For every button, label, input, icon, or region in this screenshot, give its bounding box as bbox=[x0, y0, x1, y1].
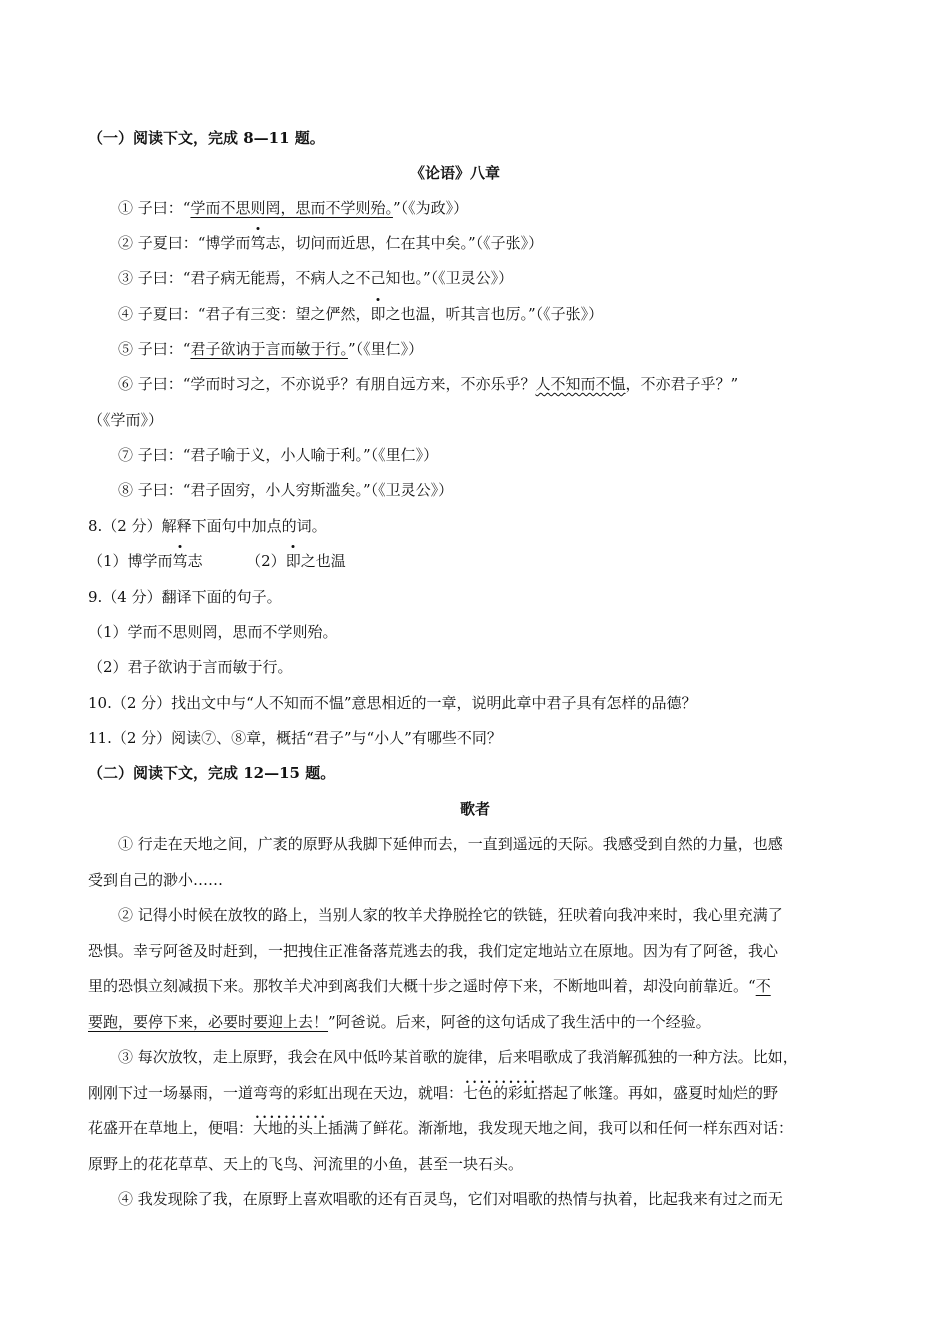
underlined-sentence: 不 bbox=[755, 977, 771, 995]
analects-chapter-4: ④ 子夏曰：“君子有三变：望之俨然，即之也温，听其言也厉。”（《子张》） bbox=[118, 305, 604, 323]
question-9-item-2: （2）君子欲讷于言而敏于行。 bbox=[88, 658, 293, 676]
paragraph-3-line-1: ③ 每次放牧，走上原野，我会在风中低吟某首歌的旋律，后来唱歌成了我消解孤独的一种方法。比如， bbox=[118, 1048, 798, 1066]
paragraph-4-line-1: ④ 我发现除了我，在原野上喜欢唱歌的还有百灵鸟，它们对唱歌的热情与执着，比起我来有过之而无 bbox=[118, 1190, 783, 1208]
underlined-sentence: 要跑，要停下来，必要时要迎上去！ bbox=[88, 1013, 329, 1031]
dotted-character: 即 bbox=[370, 305, 386, 323]
wavy-underlined-phrase: 人不知而不愠 bbox=[535, 375, 626, 393]
analects-chapter-7: ⑦ 子曰：“君子喻于义，小人喻于利。”（《里仁》） bbox=[118, 446, 439, 464]
underlined-sentence: 君子欲讷于言而敏于行。 bbox=[190, 340, 348, 358]
section2-title: 歌者 bbox=[460, 800, 491, 818]
dotted-character: 笃 bbox=[172, 552, 188, 570]
section1-heading: （一）阅读下文，完成 8—11 题。 bbox=[88, 129, 325, 147]
analects-chapter-1: ① 子曰：“学而不思则罔，思而不学则殆。”（《为政》） bbox=[118, 199, 469, 217]
section1-title: 《论语》八章 bbox=[410, 164, 501, 182]
question-9: 9.（4 分）翻译下面的句子。 bbox=[88, 588, 282, 606]
paragraph-1-line-2: 受到自己的渺小…… bbox=[88, 871, 224, 889]
question-11: 11.（2 分）阅读⑦、⑧章，概括“君子”与“小人”有哪些不同？ bbox=[88, 729, 502, 747]
paragraph-2-line-2: 恐惧。幸亏阿爸及时赶到，一把拽住正准备落荒逃去的我，我们定定地站立在原地。因为有了阿爸，我心 bbox=[88, 942, 779, 960]
analects-chapter-6-source: （《学而》） bbox=[88, 411, 164, 429]
paragraph-1-line-1: ① 行走在天地之间，广袤的原野从我脚下延伸而去，一直到遥远的天际。我感受到自然的力量，也感 bbox=[118, 835, 783, 853]
paragraph-2-line-4: 要跑，要停下来，必要时要迎上去！”阿爸说。后来，阿爸的这句话成了我生活中的一个经验。 bbox=[88, 1013, 711, 1031]
analects-chapter-3: ③ 子曰：“君子病无能焉，不病人之不己知也。”（《卫灵公》） bbox=[118, 269, 514, 287]
underlined-sentence: 学而不思则罔，思而不学则殆。 bbox=[190, 199, 393, 217]
paragraph-2-line-3: 里的恐惧立刻减损下来。那牧羊犬冲到离我们大概十步之遥时停下来，不断地叫着，却没向前靠近。“不 bbox=[88, 977, 771, 995]
analects-chapter-6: ⑥ 子曰：“学而时习之，不亦说乎？有朋自远方来，不亦乐乎？人不知而不愠，不亦君子乎？” bbox=[118, 375, 739, 393]
paragraph-3-line-2: 刚刚下过一场暴雨，一道弯弯的彩虹出现在天边，就唱：• • 七色的彩虹搭起了帐篷。再如，盛夏时灿烂的野 bbox=[88, 1083, 778, 1103]
question-8: 8.（2 分）解释下面句中加点的词。 bbox=[88, 517, 327, 535]
question-9-item-1: （1）学而不思则罔，思而不学则殆。 bbox=[88, 623, 338, 641]
dotted-phrase: • • 大地的头上插满了鲜花 bbox=[253, 1118, 403, 1138]
paragraph-3-line-4: 原野上的花花草草、天上的飞鸟、河流里的小鱼，甚至一块石头。 bbox=[88, 1155, 524, 1173]
analects-chapter-2: ② 子夏曰：“博学而笃志，切问而近思，仁在其中矣。”（《子张》） bbox=[118, 234, 544, 252]
dotted-character: 即 bbox=[285, 552, 301, 570]
paragraph-3-line-3: 花盛开在草地上，便唱：• • 大地的头上插满了鲜花。渐渐地，我发现天地之间，我可以和任何一样东西对话： bbox=[88, 1118, 793, 1138]
section2-heading: （二）阅读下文，完成 12—15 题。 bbox=[88, 764, 336, 782]
paragraph-2-line-1: ② 记得小时候在放牧的路上，当别人家的牧羊犬挣脱拴它的铁链，狂吠着向我冲来时，我心里充满了 bbox=[118, 906, 783, 924]
dotted-character: 笃 bbox=[250, 234, 266, 252]
dotted-phrase: • • 七色的彩虹搭起了帐篷 bbox=[463, 1083, 613, 1103]
analects-chapter-8: ⑧ 子曰：“君子固穷，小人穷斯滥矣。”（《卫灵公》） bbox=[118, 481, 454, 499]
analects-chapter-5: ⑤ 子曰：“君子欲讷于言而敏于行。”（《里仁》） bbox=[118, 340, 424, 358]
question-10: 10.（2 分）找出文中与“人不知而不愠”意思相近的一章，说明此章中君子具有怎样的品德？ bbox=[88, 694, 697, 712]
question-8-items: （1）博学而笃志 （2）即之也温 bbox=[88, 552, 346, 570]
